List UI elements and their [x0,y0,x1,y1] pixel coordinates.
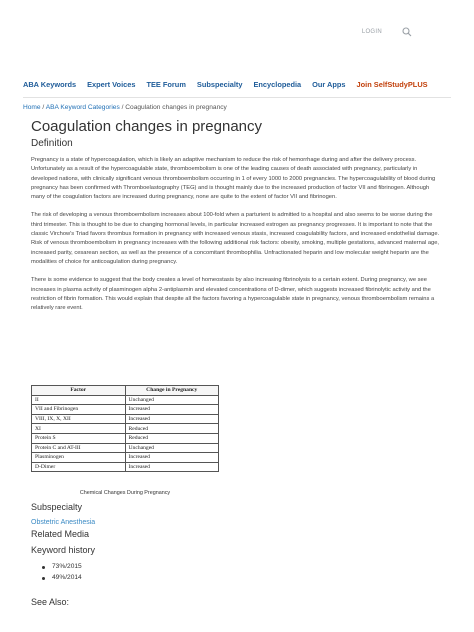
table-row [32,462,219,472]
main-nav [23,80,453,89]
paragraph: The risk of developing a venous thromboembolism increases about 100-fold when a parturient is admitted to a hospital and also seems to be worse during the third trimester. This is thought to be due to changing hormonal levels, in particular increased estrogen as pregnancy progresses. It is important to note that the classic Virchow's Triad favors thrombus formation in pregnancy with increased venous stasis, increased coagulability factors, and increased endothelial damage. Risk of venous thromboembolism in pregnancy increases with the following additional risk factors: obesity, smoking, multiple gestations, advanced maternal age, increased parity, cesarean section, as well as the presence of a concomitant thrombophilia. Unfractionated heparin and low molecular weight heparin are the modalities of choice for anticoagulation during pregnancy. [31,212,440,265]
paragraph: There is some evidence to suggest that the body creates a level of homeostasis by also increasing fibrinolysis to a certain extent. During pregnancy, we see increases in plasma activity of plasminogen alpha 2-antiplasmin and elevated concentrations of D-dimer, which suggests increased fibrinolytic activity and the restriction of fibrin formation. This would explain that despite all the factors favoring a hypercoagulable state in pregnancy, venous thromboembolism remains a relatively rare event. [31,277,435,312]
breadcrumb-separator: / [40,104,46,111]
table-header-row [32,386,219,396]
change-cell: Increased [125,414,219,424]
column-header-factor: Factor [32,386,126,396]
nav-encyclopedia[interactable]: Encyclopedia [253,80,302,89]
table-row [32,453,219,463]
column-header-change: Change in Pregnancy [125,386,219,396]
factor-cell: D-Dimer [32,462,126,472]
change-cell: Unchanged [125,443,219,453]
factor-cell: Protein S [32,433,126,443]
change-cell: Increased [125,453,219,463]
subspecialty-heading: Subspecialty [31,502,83,512]
nav-aba-keywords[interactable]: ABA Keywords [23,80,77,89]
breadcrumb-category[interactable]: ABA Keyword Categories [45,104,120,111]
table-row [32,414,219,424]
nav-divider [23,97,451,98]
breadcrumb-current: Coagulation changes in pregnancy [125,104,227,111]
change-cell: Unchanged [125,395,219,405]
table-row [32,424,219,434]
table-row [32,433,219,443]
definition-heading: Definition [31,138,73,149]
change-cell: Reduced [125,433,219,443]
list-item: 73%/2015 [52,562,82,573]
top-bar [362,26,412,38]
factor-cell: XI [32,424,126,434]
keyword-history-list [52,562,82,583]
keyword-history-heading: Keyword history [31,545,96,555]
paragraph: Pregnancy is a state of hypercoagulation, which is likely an adaptive mechanism to reduce the risk of hemorrhage during and after the delivery process. Unfortunately as a result of the hypercoagulable state, thromboembolism is one of the leading causes of death associated with pregnancy, particularly in developed nations, with clinically significant venous thromboembolism occurring in 1 of every 1000 to 2000 pregnancies. The hypercoagulability of blood during pregnancy has been confirmed with Thromboelastography (TEG) and is thought mainly due to the increased production of factor VII and fibrinogen. Although many of the coagulation factors are increased during pregnancy, none are quite to the extent of factor VII and fibrinogen. [31,157,436,201]
see-also-heading: See Also: [31,597,70,607]
nav-tee-forum[interactable]: TEE Forum [146,80,186,89]
factor-cell: VII and Fibrinogen [32,405,126,415]
coagulation-table [31,385,219,472]
table-caption: Chemical Changes During Pregnancy [79,490,171,496]
factor-cell: Plasminogen [32,453,126,463]
article-body [31,156,443,322]
nav-join-selfstudyplus[interactable]: Join SelfStudyPLUS [356,80,428,89]
table-row [32,395,219,405]
nav-subspecialty[interactable]: Subspecialty [196,80,243,89]
page-title: Coagulation changes in pregnancy [31,118,262,135]
change-cell: Reduced [125,424,219,434]
factor-cell: VIII, IX, X, XII [32,414,126,424]
search-icon[interactable] [402,27,412,37]
obstetric-anesthesia-link[interactable]: Obstetric Anesthesia [31,519,96,526]
login-link[interactable]: LOGIN [361,29,382,35]
change-cell: Increased [125,405,219,415]
nav-expert-voices[interactable]: Expert Voices [87,80,136,89]
nav-our-apps[interactable]: Our Apps [312,80,346,89]
breadcrumb [23,104,227,111]
breadcrumb-home[interactable]: Home [23,104,41,111]
list-item: 49%/2014 [52,573,82,584]
breadcrumb-separator: / [119,104,126,111]
factor-cell: II [32,395,126,405]
table-row [32,443,219,453]
factor-cell: Protein C and AT-III [32,443,126,453]
table-row [32,405,219,415]
change-cell: Increased [125,462,219,472]
related-media-heading: Related Media [31,529,90,539]
